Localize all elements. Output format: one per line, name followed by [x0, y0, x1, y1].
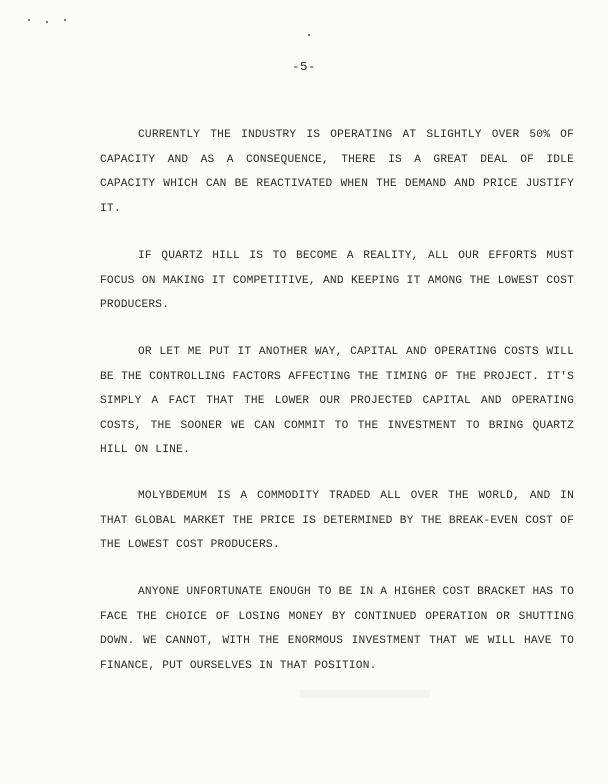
- scan-speck: [308, 34, 310, 36]
- paragraph-4: MOLYBDEMUM IS A COMMODITY TRADED ALL OVER THE WORLD, AND IN THAT GLOBAL MARKET THE PRICE IS DETERMINED BY THE BREAK-EVEN COST OF THE LOWEST COST PRODUCERS.: [100, 490, 574, 551]
- paragraph-3: OR LET ME PUT IT ANOTHER WAY, CAPITAL AND OPERATING COSTS WILL BE THE CONTROLLING FACTORS AFFECTING THE TIMING OF THE PROJECT. IT'S SIMPLY A FACT THAT THE LOWER OUR PROJECTED CAPITAL AND OPERATING COSTS, THE SOONER WE CAN COMMIT TO THE INVESTMENT TO BRING QUARTZ HILL ON LINE.: [100, 346, 574, 456]
- paragraph-5: ANYONE UNFORTUNATE ENOUGH TO BE IN A HIGHER COST BRACKET HAS TO FACE THE CHOICE OF LOSING MONEY BY CONTINUED OPERATION OR SHUTTING DOWN. WE CANNOT, WITH THE ENORMOUS INVESTMENT THAT WE WILL HAVE TO FINANCE, PUT OURSELVES IN THAT POSITION.: [100, 586, 574, 672]
- scan-speck: [46, 21, 48, 23]
- paragraph-2: IF QUARTZ HILL IS TO BECOME A REALITY, ALL OUR EFFORTS MUST FOCUS ON MAKING IT COMPETITIVE, AND KEEPING IT AMONG THE LOWEST COST PRODUCERS.: [100, 250, 574, 311]
- paragraph-1: CURRENTLY THE INDUSTRY IS OPERATING AT SLIGHTLY OVER 50% OF CAPACITY AND AS A CONSEQUENCE, THERE IS A GREAT DEAL OF IDLE CAPACITY WHICH CAN BE REACTIVATED WHEN THE DEMAND AND PRICE JUSTIFY IT.: [100, 129, 574, 215]
- scan-speck: [28, 19, 30, 21]
- scan-artifact: [300, 690, 430, 698]
- page-number: -5-: [292, 60, 316, 74]
- scan-speck: [64, 19, 66, 21]
